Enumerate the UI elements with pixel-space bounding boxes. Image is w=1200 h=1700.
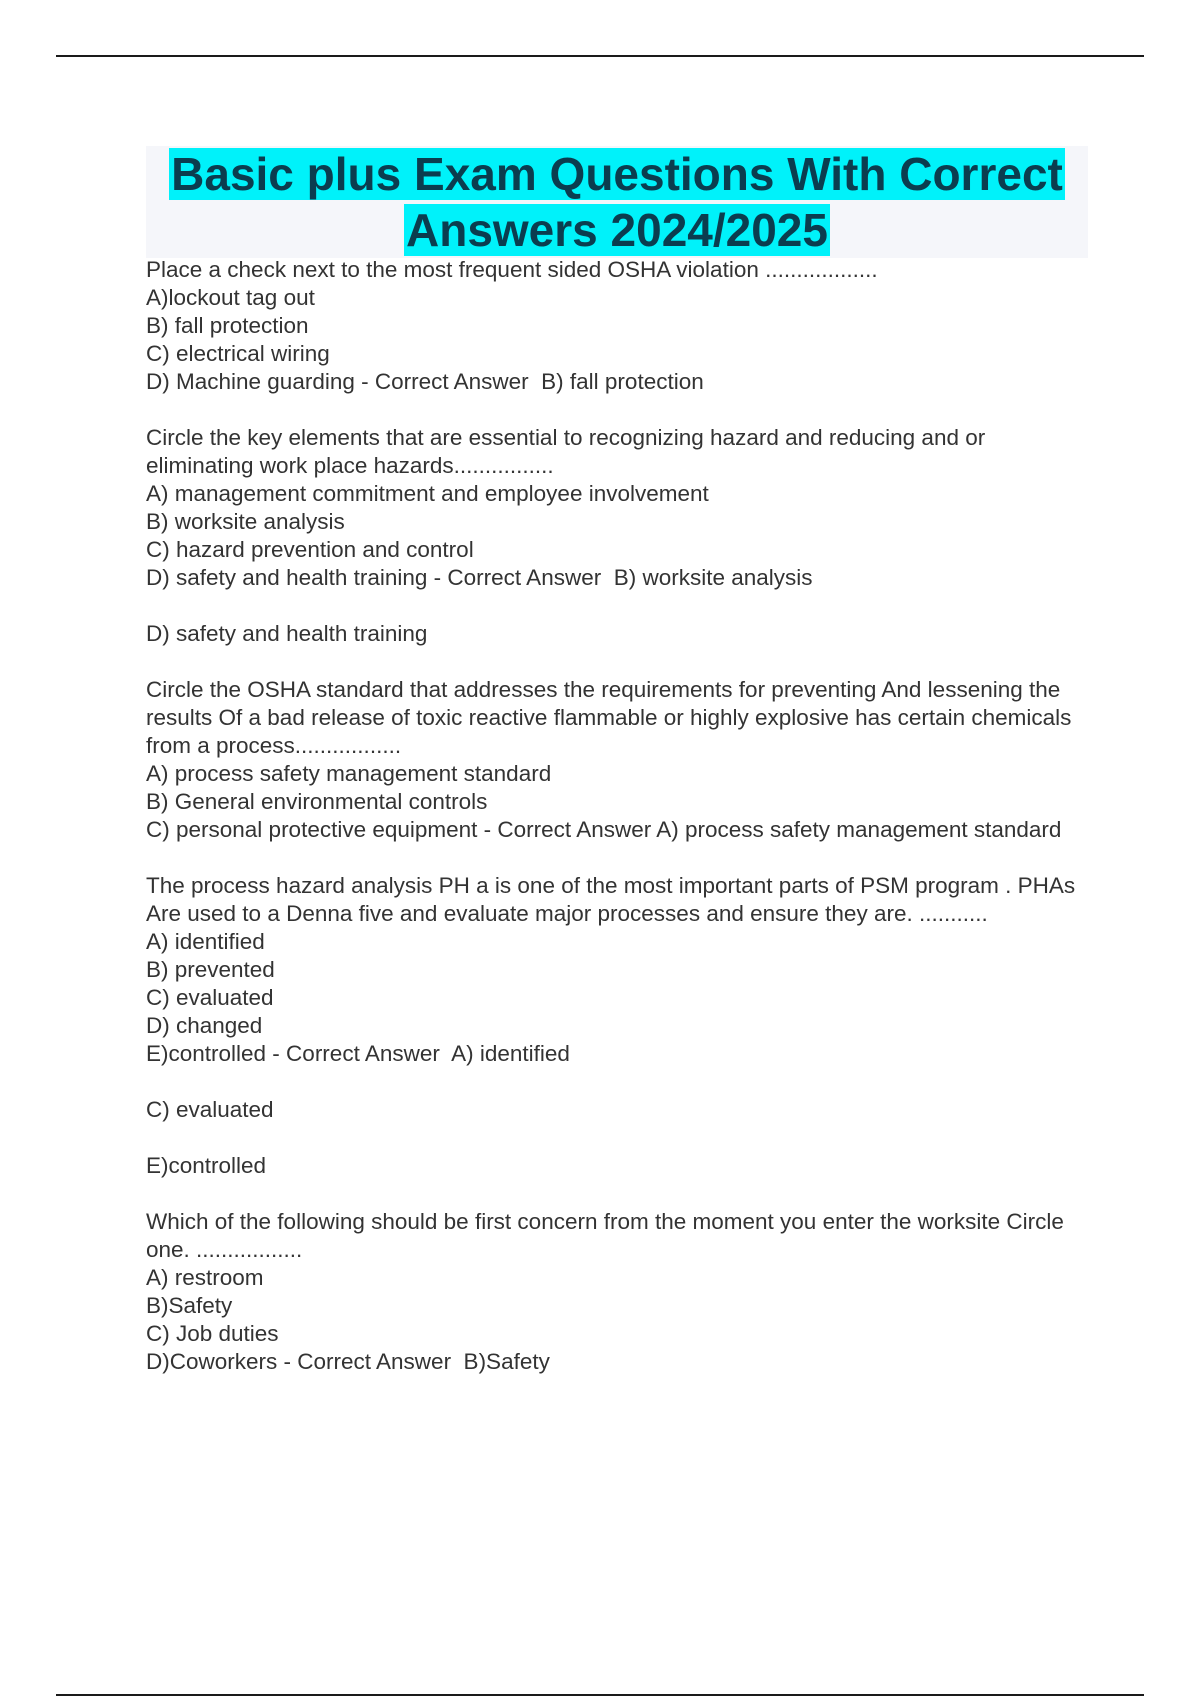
answer-option-with-correct-answer: C) personal protective equipment - Correct Answer A) process safety management standard <box>146 817 1062 842</box>
answer-option: A) restroom <box>146 1265 264 1290</box>
question-3 <box>146 676 1086 844</box>
title-line-1: Basic plus Exam Questions With Correct <box>171 148 1063 200</box>
question-2 <box>146 424 1086 648</box>
question-text: Circle the key elements that are essential to recognizing hazard and reducing and or eliminating work place hazards................ <box>146 425 986 478</box>
answer-option-with-correct-answer: D) Machine guarding - Correct Answer B) fall protection <box>146 369 704 394</box>
answer-option: C) evaluated <box>146 985 274 1010</box>
question-1 <box>146 256 1086 396</box>
answer-option: A) management commitment and employee involvement <box>146 481 709 506</box>
question-4 <box>146 872 1086 1180</box>
additional-correct-answer: C) evaluated <box>146 1097 274 1122</box>
question-text: Circle the OSHA standard that addresses the requirements for preventing And lessening the results Of a bad release of toxic reactive flammable or highly explosive has certain chemicals from a process................. <box>146 677 1072 758</box>
answer-option: B) fall protection <box>146 313 309 338</box>
answer-option-with-correct-answer: D)Coworkers - Correct Answer B)Safety <box>146 1349 550 1374</box>
questions-list <box>146 256 1086 1404</box>
document-title <box>146 146 1088 258</box>
answer-option: C) Job duties <box>146 1321 279 1346</box>
answer-option: C) electrical wiring <box>146 341 330 366</box>
bottom-rule <box>56 1694 1144 1696</box>
answer-option: B)Safety <box>146 1293 233 1318</box>
question-text: The process hazard analysis PH a is one of the most important parts of PSM program . PHAs Are used to a Denna five and evaluate major processes and ensure they are. ........... <box>146 873 1076 926</box>
top-rule <box>56 55 1144 57</box>
question-text: Which of the following should be first concern from the moment you enter the worksite Circle one. ................. <box>146 1209 1064 1262</box>
answer-option: A) process safety management standard <box>146 761 552 786</box>
question-text: Place a check next to the most frequent sided OSHA violation .................. <box>146 257 878 282</box>
title-line-2: Answers 2024/2025 <box>406 204 828 256</box>
additional-correct-answer: E)controlled <box>146 1153 267 1178</box>
question-5 <box>146 1208 1086 1376</box>
answer-option: B) General environmental controls <box>146 789 488 814</box>
answer-option: B) prevented <box>146 957 275 982</box>
answer-option: B) worksite analysis <box>146 509 345 534</box>
answer-option: A) identified <box>146 929 265 954</box>
answer-option-with-correct-answer: E)controlled - Correct Answer A) identified <box>146 1041 570 1066</box>
answer-option: D) changed <box>146 1013 263 1038</box>
answer-option: C) hazard prevention and control <box>146 537 474 562</box>
answer-option-with-correct-answer: D) safety and health training - Correct Answer B) worksite analysis <box>146 565 813 590</box>
additional-correct-answer: D) safety and health training <box>146 621 428 646</box>
answer-option: A)lockout tag out <box>146 285 315 310</box>
